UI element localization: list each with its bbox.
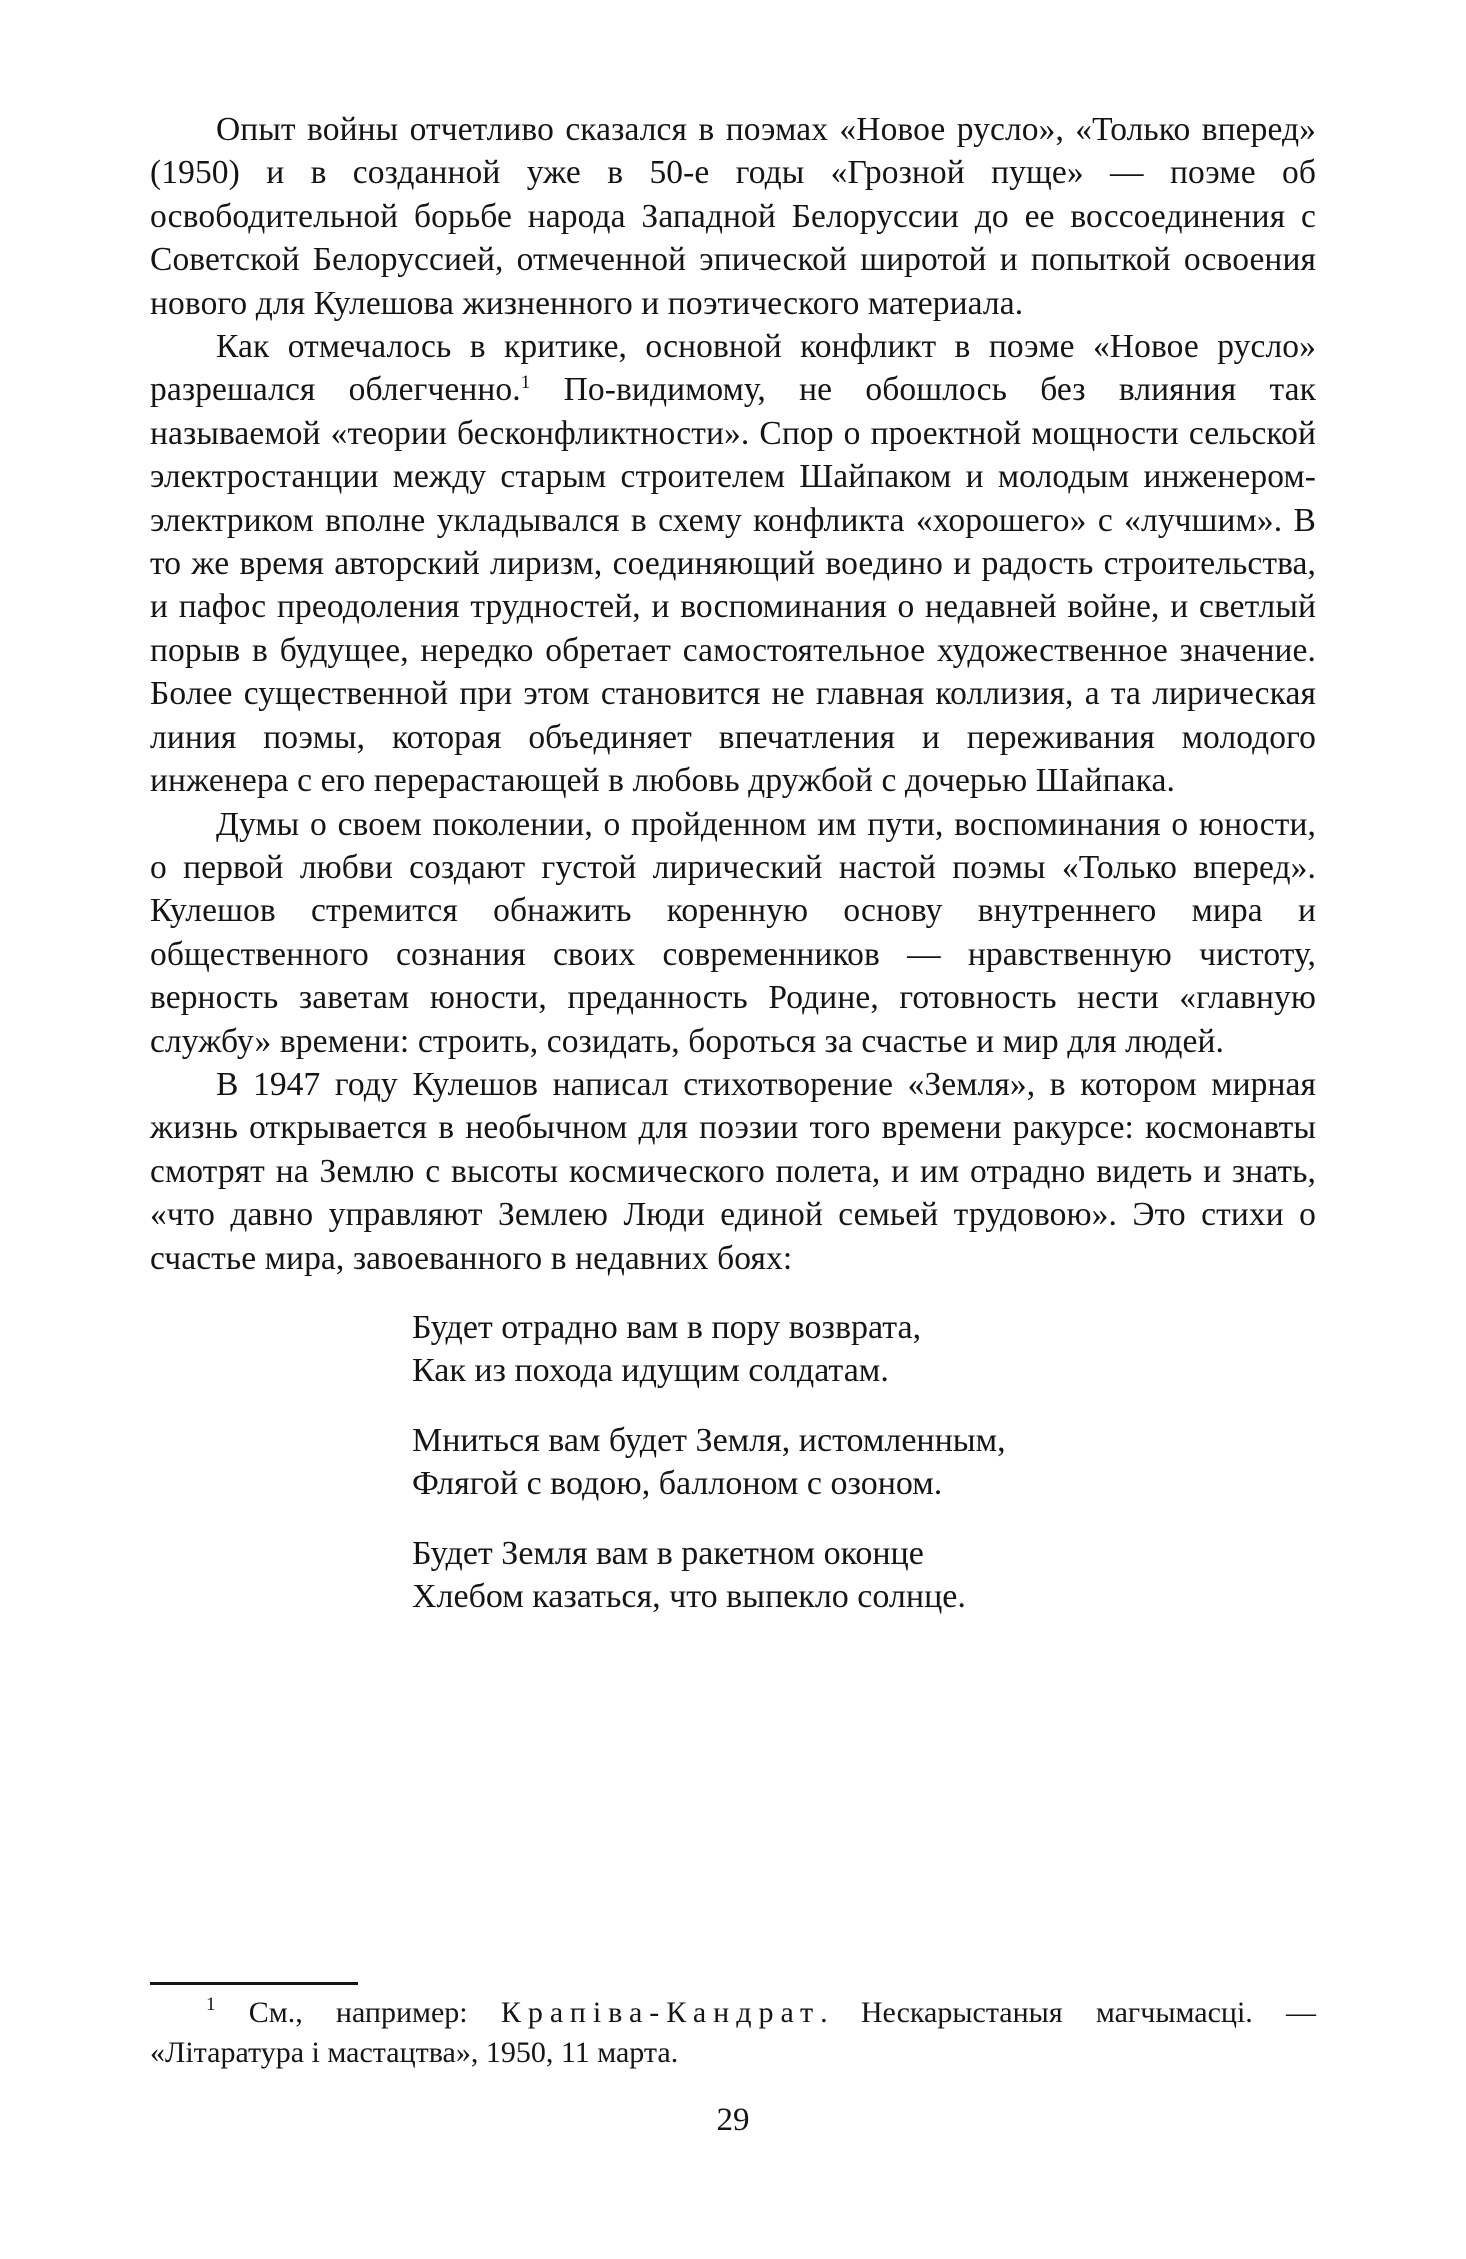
paragraph-2-text-start: Как отмечалось в критике, основной конфликт в поэме «Новое русло» разрешался облегченно.: [150, 328, 1316, 409]
footnote-reference: 1: [520, 372, 531, 394]
paragraph-4: В 1947 году Кулешов написал стихотворение «Земля», в котором мирная жизнь открывается в необычном для поэзии того времени ракурсе: космонавты смотрят на Землю с высоты космического полета, и им отрадно видеть и знать, «что давно управляют Землею Люди единой семьей трудовою». Это стихи о счастье мира, завоеванного в недавних боях:: [150, 1065, 1316, 1277]
footnote-text-end: . Нескарыстаныя магчымасці. — «Літаратура і мастацтва», 1950, 11 марта.: [150, 1996, 1316, 2069]
footnote-marker: 1: [206, 1994, 216, 2015]
poem-line: Хлебом казаться, что выпекло солнце.: [412, 1577, 966, 1615]
poem-stanza-2: [412, 1419, 1316, 1505]
poem-line: Мниться вам будет Земля, истомленным,: [412, 1421, 1006, 1459]
paragraph-1: Опыт войны отчетливо сказался в поэмах «Новое русло», «Только вперед» (1950) и в созданной уже в 50-е годы «Грозной пуще» — поэме об освободительной борьбе народа Западной Белоруссии до ее воссоединения с Советской Белоруссией, отмеченной эпической широтой и попыткой освоения нового для Кулешова жизненного и поэтического материала.: [150, 111, 1316, 322]
poem-line: Флягой с водою, баллоном с озоном.: [412, 1464, 943, 1502]
page-number: 29: [716, 2102, 750, 2138]
poem-line: Будет отрадно вам в пору возврата,: [412, 1308, 922, 1346]
footnote-author: Крапіва-Кандрат: [500, 1996, 821, 2029]
main-text: [150, 108, 1316, 1645]
poem-line: Будет Земля вам в ракетном оконце: [412, 1534, 924, 1572]
footnote: [150, 1993, 1316, 2073]
footnote-separator: [150, 1982, 358, 1985]
poem-line: Как из похода идущим солдатам.: [412, 1351, 889, 1389]
footnote-text-start: См., например:: [215, 1996, 501, 2029]
paragraph-3: Думы о своем поколении, о пройденном им пути, воспоминания о юности, о первой любви создают густой лирический настой поэмы «Только вперед». Кулешов стремится обнажить коренную основу внутреннего мира и общественного сознания своих современников — нравственную чистоту, верность заветам юности, преданность Родине, готовность нести «главную службу» времени: строить, созидать, бороться за счастье и мир для людей.: [150, 805, 1316, 1060]
poem-quote: [412, 1306, 1316, 1618]
poem-stanza-1: [412, 1306, 1316, 1392]
paragraph-2-text-end: По-видимому, не обошлось без влияния так называемой «теории бесконфликтности». Спор о проектной мощности сельской электростанции между старым строителем Шайпаком и молодым инженером-электриком вполне укладывался в схему конфликта «хорошего» с «лучшим». В то же время авторский лиризм, соединяющий воедино и радость строительства, и пафос преодоления трудностей, и воспоминания о недавней войне, и светлый порыв в будущее, нередко обретает самостоятельное художественное значение. Более существенной при этом становится не главная коллизия, а та лирическая линия поэмы, которая объединяет впечатления и переживания молодого инженера с его перерастающей в любовь дружбой с дочерью Шайпака.: [150, 371, 1316, 800]
poem-stanza-3: [412, 1532, 1316, 1618]
paragraph-2: [150, 325, 1316, 802]
